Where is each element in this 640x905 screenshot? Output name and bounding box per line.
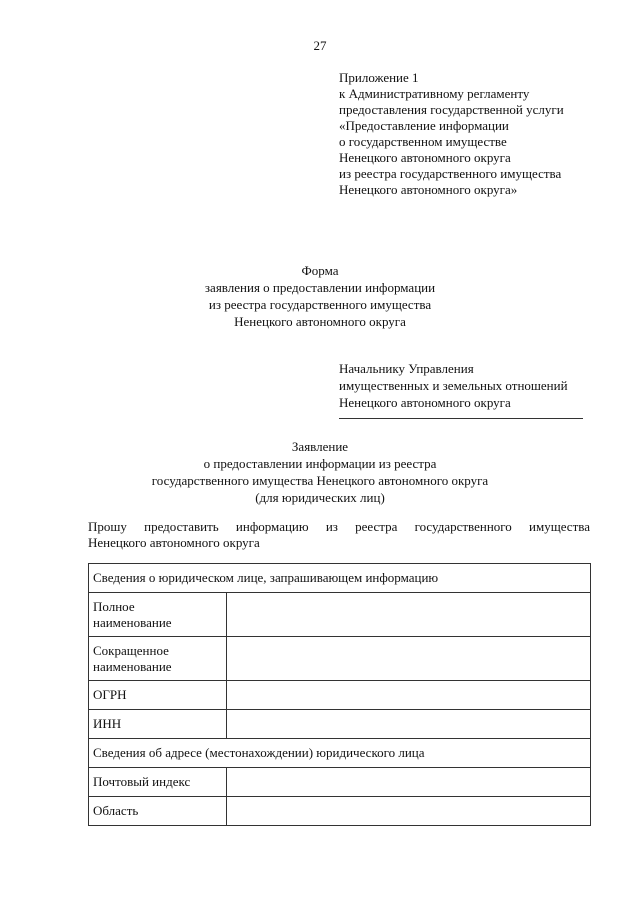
addressee-block: [339, 360, 599, 419]
field-inn[interactable]: [227, 710, 591, 739]
form-title-line: заявления о предоставлении информации: [204, 280, 436, 295]
form-title: [0, 262, 640, 330]
request-line: Прошу предоставить информацию из реестра государственного имущества: [88, 519, 590, 534]
form-title-line: Ненецкого автономного округа: [234, 314, 406, 329]
label-short-name: [89, 637, 227, 681]
statement-title-line: о предоставлении информации из реестра: [203, 456, 437, 471]
statement-title: [0, 438, 640, 506]
appendix-line: из реестра государственного имущества: [339, 166, 562, 181]
field-region[interactable]: [227, 797, 591, 826]
page-number: 27: [313, 38, 327, 53]
addressee-line-text: Начальнику Управления: [339, 361, 474, 376]
appendix-line: к Административному регламенту: [339, 86, 530, 101]
statement-title-line: государственного имущества Ненецкого автономного округа: [151, 473, 489, 488]
table-row: [89, 768, 591, 797]
table-row: [89, 681, 591, 710]
label-full-name-line1: Полное: [93, 598, 135, 614]
label-short-name-line2: наименование: [93, 658, 172, 674]
request-line: Ненецкого автономного округа: [88, 535, 260, 550]
statement-title-line: Заявление: [291, 439, 349, 454]
label-full-name-line2: наименование: [93, 614, 172, 630]
label-inn: ИНН: [89, 710, 227, 739]
addressee-line-text: Ненецкого автономного округа: [339, 395, 511, 410]
legal-entity-info-table: [88, 563, 591, 826]
label-short-name-line1: Сокращенное: [93, 642, 169, 658]
request-paragraph: [88, 519, 590, 551]
table-row: [89, 710, 591, 739]
appendix-line: Ненецкого автономного округа: [339, 150, 511, 165]
label-region: Область: [89, 797, 227, 826]
addressee-name-blank[interactable]: [339, 418, 583, 419]
field-short-name[interactable]: [227, 637, 591, 681]
form-title-line: из реестра государственного имущества: [208, 297, 432, 312]
appendix-block: [339, 70, 629, 198]
appendix-line: о государственном имуществе: [339, 134, 507, 149]
table-row: [89, 739, 591, 768]
field-full-name[interactable]: [227, 593, 591, 637]
section-header-legal-entity: Сведения о юридическом лице, запрашивающем информацию: [89, 564, 591, 593]
table-row: [89, 593, 591, 637]
label-ogrn: ОГРН: [89, 681, 227, 710]
appendix-line: «Предоставление информации: [339, 118, 509, 133]
form-title-line: Форма: [301, 263, 339, 278]
table-row: [89, 564, 591, 593]
field-ogrn[interactable]: [227, 681, 591, 710]
label-postal-code: Почтовый индекс: [89, 768, 227, 797]
statement-title-line: (для юридических лиц): [255, 490, 385, 505]
appendix-line: Приложение 1: [339, 70, 419, 85]
section-header-address: Сведения об адресе (местонахождении) юридического лица: [89, 739, 591, 768]
table-row: [89, 797, 591, 826]
label-full-name: [89, 593, 227, 637]
table-row: [89, 637, 591, 681]
appendix-line: предоставления государственной услуги: [339, 102, 564, 117]
addressee-line-text: имущественных и земельных отношений: [339, 378, 568, 393]
appendix-line: Ненецкого автономного округа»: [339, 182, 518, 197]
field-postal-code[interactable]: [227, 768, 591, 797]
